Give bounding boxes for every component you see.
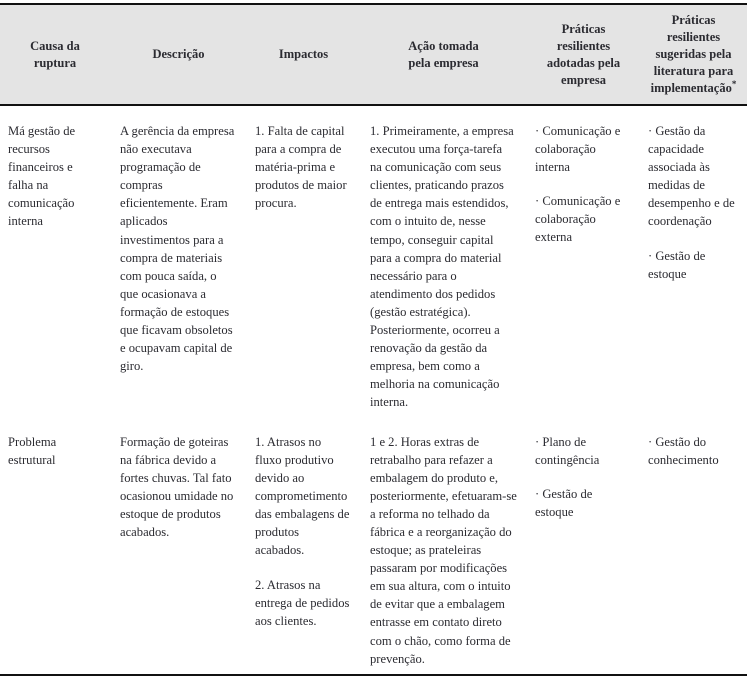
cell-causa-text: Problema estrutural	[8, 434, 57, 467]
column-header-praticas-sugeridas-line-5-text: implementação	[650, 81, 732, 95]
column-header-impactos-line-1: Impactos	[278, 47, 329, 61]
table-row	[0, 105, 747, 414]
column-header-acao	[360, 4, 527, 105]
column-header-acao-line-2: pela empresa	[408, 55, 479, 70]
cell-praticas-sugeridas	[640, 105, 747, 414]
column-header-praticas-sugeridas-line-2: resilientes	[666, 30, 721, 44]
list-item: 1. Atrasos no fluxo produtivo devido ao comprometimento das embalagens de produtos acabados.	[255, 434, 350, 558]
resilience-practices-table	[0, 3, 747, 676]
column-header-praticas-sugeridas-line-5	[646, 80, 741, 97]
cell-praticas-sugeridas-list	[648, 122, 747, 283]
column-header-descricao	[110, 4, 247, 105]
column-header-praticas-adotadas-line-1: Práticas	[561, 21, 606, 36]
cell-causa	[0, 414, 110, 675]
cell-impactos-list	[255, 433, 360, 631]
list-item: · Gestão da capacidade associada às medidas de desempenho e de coordenação	[648, 124, 735, 229]
column-header-impactos	[247, 4, 360, 105]
cell-acao	[360, 414, 527, 675]
cell-impactos	[247, 105, 360, 414]
column-header-praticas-adotadas-line-4: empresa	[561, 72, 606, 87]
column-header-causa	[0, 4, 110, 105]
cell-praticas-adotadas-list	[535, 122, 640, 247]
cell-praticas-adotadas	[527, 105, 640, 414]
column-header-praticas-sugeridas-line-1: Práticas	[671, 13, 716, 27]
column-header-praticas-sugeridas	[640, 4, 747, 105]
cell-acao-list	[370, 433, 527, 668]
list-item: 1. Falta de capital para a compra de matéria-prima e produtos de maior procura.	[255, 124, 347, 211]
column-header-praticas-sugeridas-line-3: sugeridas pela	[655, 47, 732, 61]
table-header-row	[0, 4, 747, 105]
list-item: · Plano de contingência	[535, 434, 600, 467]
cell-acao-list	[370, 122, 527, 412]
list-item: · Gestão de estoque	[535, 486, 593, 519]
cell-praticas-adotadas-list	[535, 433, 640, 521]
cell-descricao-text: Formação de goteiras na fábrica devido a fortes chuvas. Tal fato ocasionou umidade no estoque de produtos acabados.	[120, 434, 234, 539]
list-item: · Gestão de estoque	[648, 248, 706, 281]
cell-praticas-adotadas	[527, 414, 640, 675]
list-item: · Comunicação e colaboração externa	[535, 194, 621, 245]
footnote-marker-icon: *	[731, 78, 737, 89]
cell-impactos	[247, 414, 360, 675]
column-header-praticas-adotadas-line-2: resilientes	[556, 38, 611, 53]
list-item: · Comunicação e colaboração interna	[535, 124, 621, 175]
list-item: 2. Atrasos na entrega de pedidos aos clientes.	[255, 578, 350, 629]
list-item: 1 e 2. Horas extras de retrabalho para refazer a embalagem do produto e, posteriormente, efetuaram-se a reforma no telhado da fábrica e a reorganização do estoque; as prateleiras passaram por modificações em sua altura, com o intuito de evitar que a embalagem entrasse em contato direto com o chão, como forma de prevenção.	[370, 434, 517, 666]
column-header-causa-line-1: Causa da	[30, 38, 80, 53]
column-header-descricao-line-1: Descrição	[152, 47, 205, 61]
column-header-causa-line-2: ruptura	[33, 55, 77, 70]
cell-causa-text: Má gestão de recursos financeiros e falha na comunicação interna	[8, 124, 76, 229]
table-body	[0, 105, 747, 675]
cell-praticas-sugeridas-list	[648, 433, 747, 469]
cell-descricao	[110, 105, 247, 414]
cell-praticas-sugeridas	[640, 414, 747, 675]
cell-descricao-text: A gerência da empresa não executava programação de compras eficientemente. Eram aplicados investimentos para a compra de materiais com pouca saída, o que ocasionava a formação de estoques que ficavam obsoletos e ocupavam capital de giro.	[120, 124, 235, 374]
cell-acao	[360, 105, 527, 414]
list-item: 1. Primeiramente, a empresa executou uma força-tarefa na comunicação com seus clientes, praticando prazos de entrega mais estendidos, com o intuito de, nesse tempo, conseguir capital para a compra do material necessário para o atendimento dos pedidos (gestão estratégica). Posteriormente, ocorreu a renovação da gestão da empresa, bem como a melhoria na comunicação interna.	[370, 124, 514, 410]
cell-descricao	[110, 414, 247, 675]
table-header	[0, 4, 747, 105]
column-header-acao-line-1: Ação tomada	[408, 38, 479, 53]
column-header-praticas-sugeridas-line-4: literatura para	[653, 64, 734, 78]
list-item: · Gestão do conhecimento	[648, 434, 719, 467]
table-row	[0, 414, 747, 675]
cell-impactos-list	[255, 122, 360, 212]
column-header-praticas-adotadas-line-3: adotadas pela	[546, 55, 621, 70]
cell-causa	[0, 105, 110, 414]
column-header-praticas-adotadas	[527, 4, 640, 105]
